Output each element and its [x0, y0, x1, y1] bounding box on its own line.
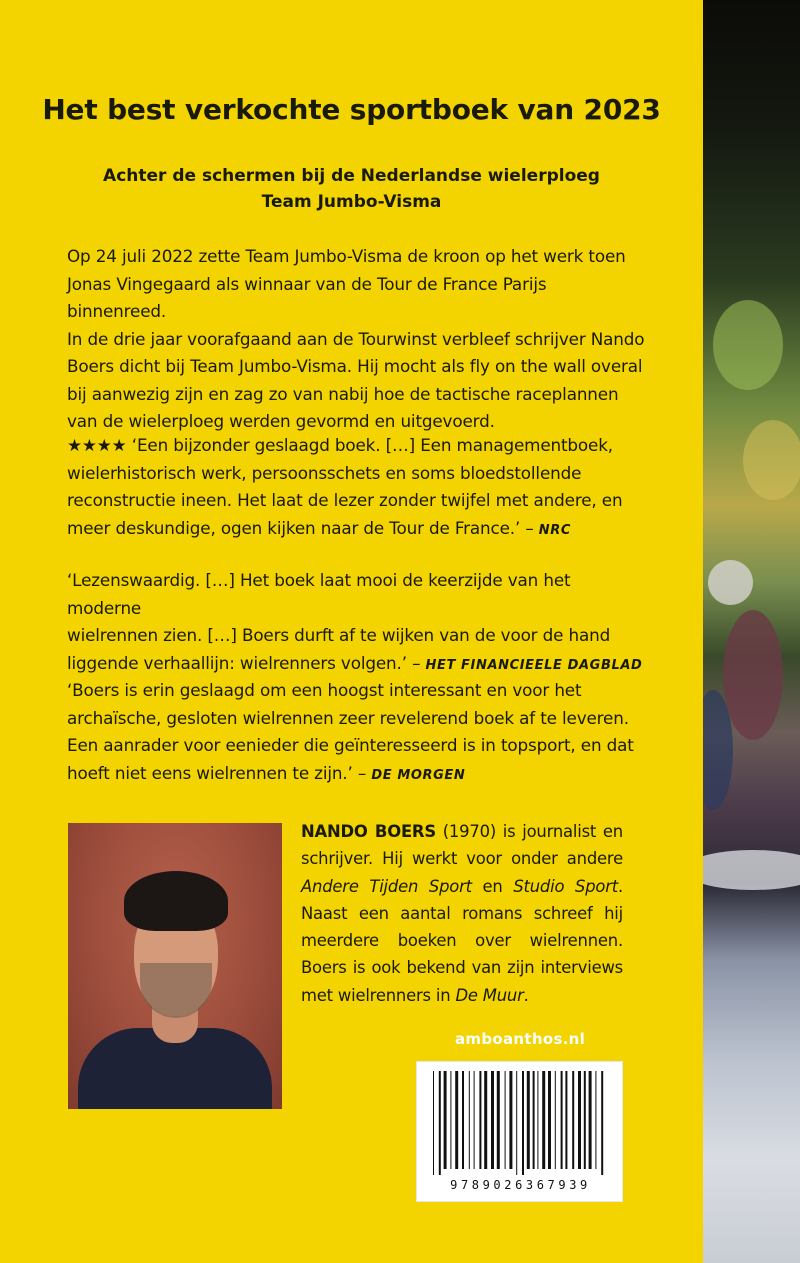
barcode-bar: [537, 1071, 538, 1169]
intro-line: Op 24 juli 2022 zette Team Jumbo-Visma de kroon op het werk toen: [67, 246, 626, 266]
quote-text: liggende verhaallijn: wielrenners volgen.’ –: [67, 652, 426, 673]
barcode-bar: [527, 1071, 530, 1169]
quote-line: [67, 515, 647, 545]
barcode-bar: [533, 1071, 535, 1169]
author-bio: [301, 818, 623, 1009]
intro-line: van de wielerploeg werden gevormd en uitgevoerd.: [67, 411, 495, 431]
barcode-bar: [484, 1071, 487, 1169]
barcode-bar: [572, 1071, 574, 1169]
barcode-bar: [601, 1071, 603, 1175]
quote-line: archaïsche, gesloten wielrennen zeer revelerend boek af te leveren.: [67, 707, 629, 728]
subtitle-line-1: Achter de schermen bij de Nederlandse wielerploeg: [103, 166, 600, 186]
bio-text: .: [523, 985, 529, 1005]
show-title: Studio Sport: [513, 876, 618, 896]
barcode-bar: [595, 1071, 596, 1169]
quote-text: meer deskundige, ogen kijken naar de Tour de France.’ –: [67, 517, 539, 538]
barcode-bar: [516, 1071, 517, 1175]
barcode-bar: [439, 1071, 441, 1175]
barcode-bar: [589, 1071, 592, 1169]
barcode-bar: [561, 1071, 563, 1169]
barcode-bar: [469, 1071, 470, 1169]
quote-line: reconstructie ineen. Het laat de lezer zonder twijfel met andere, en: [67, 490, 623, 510]
barcode-bar: [491, 1071, 494, 1169]
barcode-bar: [497, 1071, 500, 1169]
barcode-bar: [474, 1071, 475, 1169]
isbn-barcode: [416, 1061, 623, 1202]
intro-line: In de drie jaar voorafgaand aan de Tourwinst verbleef schrijver Nando: [67, 328, 645, 349]
quote-line: wielerhistorisch werk, persoonsschets en soms bloedstollende: [67, 462, 582, 483]
intro-paragraph: [67, 243, 647, 436]
review-quote-fd: [67, 567, 647, 679]
intro-line: bij aanwezig zijn en zag zo van nabij hoe de tactische raceplannen: [67, 383, 619, 404]
magazine-title: De Muur: [455, 985, 524, 1005]
cycling-photo-strip: [703, 0, 800, 1263]
bio-text: (1970) is journalist en schrijver. Hij werkt voor onder andere: [301, 822, 623, 869]
quote-line: ‘Lezenswaardig. […] Het boek laat mooi de keerzijde van het moderne: [67, 570, 571, 618]
quote-source: NRC: [538, 522, 572, 538]
author-photo: [68, 823, 282, 1109]
barcode-bar: [548, 1071, 551, 1169]
barcode-bar: [584, 1071, 586, 1169]
barcode-bars: [431, 1071, 610, 1175]
barcode-bar: [509, 1071, 512, 1169]
subtitle: [0, 163, 703, 215]
barcode-bar: [462, 1071, 464, 1169]
barcode-number: 9789026367939: [450, 1178, 591, 1192]
quote-line: ‘Boers is erin geslaagd om een hoogst interessant en voor het: [67, 680, 582, 700]
barcode-bar: [542, 1071, 545, 1169]
barcode-bar: [565, 1071, 567, 1169]
subtitle-line-2: Team Jumbo-Visma: [261, 192, 442, 212]
barcode-bar: [505, 1071, 506, 1169]
barcode-bar: [455, 1071, 458, 1169]
quote-text: hoeft niet eens wielrennen te zijn.’ –: [67, 762, 372, 783]
barcode-bar: [479, 1071, 481, 1169]
publisher-website: amboanthos.nl: [455, 1030, 586, 1048]
bio-text: en: [471, 876, 514, 896]
barcode-bar: [433, 1071, 434, 1175]
quote-line: wielrennen zien. […] Boers durft af te wijken van de voor de hand: [67, 625, 611, 645]
quote-line: [67, 760, 647, 790]
author-name: NANDO BOERS: [301, 822, 436, 841]
bio-text: . Naast een aantal romans schreef hij meerdere boeken over wielrennen. Boers is ook bekend van zijn interviews met wielrenners in: [301, 876, 624, 1005]
quote-line: ★★★★ ‘Een bijzonder geslaagd boek. […] Een managementboek,: [67, 435, 613, 455]
headline: Het best verkochte sportboek van 2023: [42, 93, 661, 126]
barcode-bar: [578, 1071, 581, 1169]
barcode-bar: [450, 1071, 451, 1169]
quote-source: HET FINANCIEELE DAGBLAD: [425, 657, 643, 673]
barcode-bar: [522, 1071, 524, 1175]
review-quote-de-morgen: [67, 677, 647, 789]
intro-line: Boers dicht bij Team Jumbo-Visma. Hij mocht als fly on the wall overal: [67, 356, 643, 376]
quote-line: [67, 650, 647, 680]
intro-line: Jonas Vingegaard als winnaar van de Tour de France Parijs binnenreed.: [67, 273, 547, 321]
barcode-bar: [555, 1071, 556, 1169]
quote-line: Een aanrader voor eenieder die geïnteresseerd is in topsport, en dat: [67, 735, 634, 755]
review-quote-nrc: [67, 432, 647, 544]
quote-source: DE MORGEN: [371, 767, 466, 783]
show-title: Andere Tijden Sport: [301, 876, 472, 896]
barcode-bar: [444, 1071, 447, 1169]
